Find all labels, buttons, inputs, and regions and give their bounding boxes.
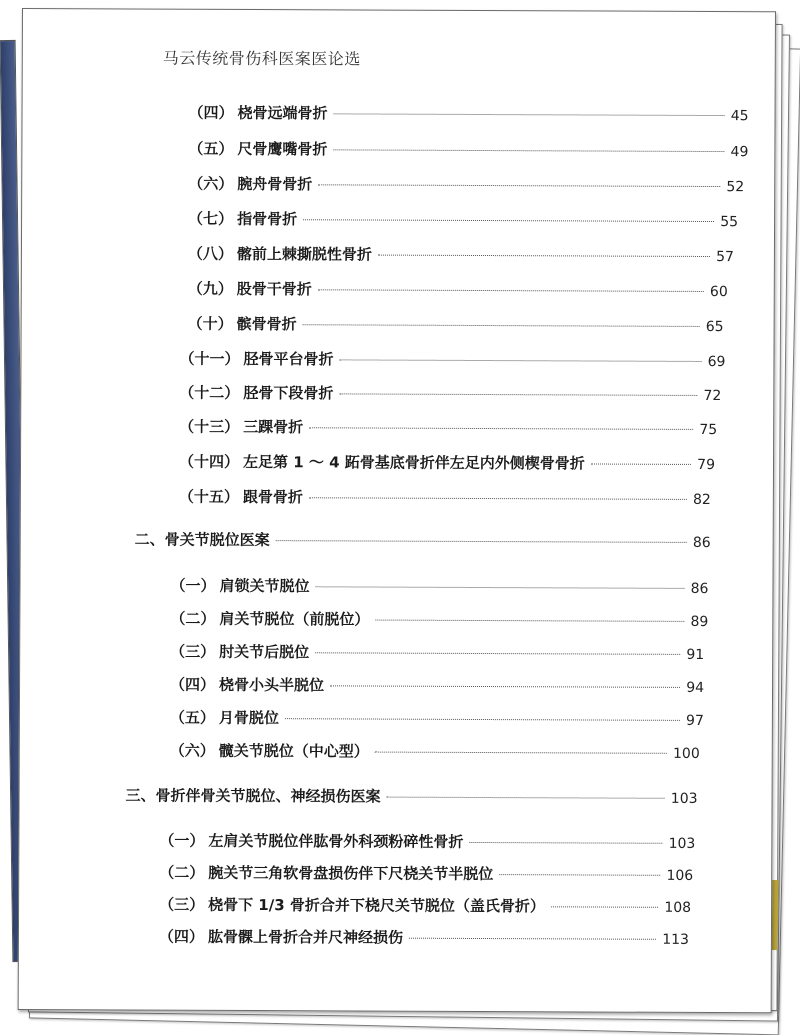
dot-leader xyxy=(591,463,691,464)
dot-leader xyxy=(339,359,701,362)
section-title: 三、骨折伴骨关节脱位、神经损伤医案 xyxy=(125,786,381,806)
toc-entry xyxy=(170,575,708,598)
entry-number: （十） xyxy=(187,314,233,333)
running-head: 马云传统骨伤科医案医论选 xyxy=(162,48,361,69)
entry-number: （五） xyxy=(188,139,234,158)
entry-page: 57 xyxy=(716,249,734,266)
entry-number: （十四） xyxy=(178,452,240,471)
entry-number: （一） xyxy=(170,576,216,595)
entry-number: （四） xyxy=(158,927,205,946)
toc-entry xyxy=(179,348,725,371)
entry-page: 52 xyxy=(726,179,745,196)
entry-page: 89 xyxy=(690,613,709,631)
entry-page: 86 xyxy=(690,580,709,598)
dot-leader xyxy=(378,255,710,257)
dot-leader xyxy=(316,586,685,589)
toc-section-heading xyxy=(135,528,711,552)
entry-title: 肘关节后脱位 xyxy=(219,642,310,662)
entry-number: （十三） xyxy=(179,417,240,436)
entry-number: （五） xyxy=(169,708,215,727)
toc-entry xyxy=(188,278,728,301)
entry-title: 左足第 1 ～ 4 跖骨基底骨折伴左足内外侧楔骨骨折 xyxy=(242,452,585,473)
entry-number: （十二） xyxy=(179,383,240,402)
section-page: 103 xyxy=(670,790,698,807)
dot-leader xyxy=(334,113,725,116)
entry-page: 82 xyxy=(692,491,711,509)
entry-title: 跟骨骨折 xyxy=(242,487,303,507)
entry-number: （二） xyxy=(170,609,216,628)
toc-entry xyxy=(188,243,734,266)
entry-page: 91 xyxy=(686,646,705,663)
entry-title: 胫骨平台骨折 xyxy=(243,349,334,369)
dot-leader xyxy=(499,874,660,876)
entry-title: 桡骨下 1/3 骨折合并下桡尺关节脱位（盖氏骨折） xyxy=(208,895,545,916)
toc-entry xyxy=(170,674,704,697)
entry-number: （三） xyxy=(159,895,205,914)
dot-leader xyxy=(303,324,700,327)
toc-entry xyxy=(159,830,695,853)
toc-entry xyxy=(188,313,724,336)
toc-entry xyxy=(189,102,749,125)
entry-title: 髋关节脱位（中心型） xyxy=(218,741,369,761)
dot-leader xyxy=(309,497,687,500)
dot-leader xyxy=(387,797,665,799)
dot-leader xyxy=(551,906,658,907)
entry-title: 股骨干骨折 xyxy=(236,279,312,299)
toc-entry xyxy=(179,382,721,405)
dot-leader xyxy=(409,938,656,940)
section-page: 86 xyxy=(692,534,711,552)
dot-leader xyxy=(309,427,693,430)
entry-title: 左肩关节脱位伴肱骨外科颈粉碎性骨折 xyxy=(208,831,464,851)
entry-title: 胫骨下段骨折 xyxy=(243,383,334,403)
dot-leader xyxy=(339,393,697,396)
toc-entry xyxy=(159,894,691,917)
toc-entry xyxy=(179,451,715,474)
dot-leader xyxy=(375,752,667,754)
entry-title: 肩关节脱位（前脱位） xyxy=(219,609,370,629)
toc-entry xyxy=(170,608,708,631)
entry-page: 69 xyxy=(707,353,726,371)
entry-page: 45 xyxy=(730,108,749,125)
dot-leader xyxy=(285,718,680,721)
entry-number: （九） xyxy=(187,279,233,298)
dot-leader xyxy=(375,620,684,622)
entry-title: 髂前上棘撕脱性骨折 xyxy=(236,244,372,264)
entry-title: 肩锁关节脱位 xyxy=(219,576,310,596)
toc-section-heading xyxy=(126,784,698,807)
dot-leader xyxy=(276,540,687,543)
entry-title: 尺骨鹰嘴骨折 xyxy=(237,139,328,159)
entry-page: 65 xyxy=(705,318,724,336)
dot-leader xyxy=(469,842,662,844)
toc-entry xyxy=(188,173,744,196)
entry-page: 49 xyxy=(730,144,749,161)
entry-page: 75 xyxy=(699,421,718,439)
toc-entry xyxy=(159,862,693,885)
entry-number: （十一） xyxy=(179,349,240,368)
entry-page: 55 xyxy=(720,214,739,231)
entry-number: （二） xyxy=(159,863,205,882)
toc-entry xyxy=(170,740,700,763)
entry-page: 106 xyxy=(666,867,694,884)
entry-page: 79 xyxy=(697,456,716,474)
dot-leader xyxy=(318,184,720,187)
entry-page: 103 xyxy=(668,835,696,852)
toc-entry xyxy=(179,416,717,439)
entry-number: （六） xyxy=(169,741,215,760)
entry-title: 肱骨髁上骨折合并尺神经损伤 xyxy=(207,927,404,947)
entry-number: （三） xyxy=(170,642,216,661)
section-title: 二、骨关节脱位医案 xyxy=(134,530,270,550)
toc-entry xyxy=(188,208,738,231)
entry-number: （八） xyxy=(187,244,233,263)
toc-entry xyxy=(179,486,711,509)
dot-leader xyxy=(330,685,680,688)
entry-page: 113 xyxy=(662,931,689,948)
dot-leader xyxy=(303,219,714,222)
entry-title: 桡骨远端骨折 xyxy=(237,103,328,123)
toc-entry xyxy=(170,641,704,664)
toc-entry xyxy=(170,707,704,730)
entry-number: （一） xyxy=(159,831,205,850)
entry-number: （四） xyxy=(188,103,234,122)
entry-title: 月骨脱位 xyxy=(218,708,279,728)
entry-page: 97 xyxy=(686,712,704,729)
entry-title: 髌骨骨折 xyxy=(236,314,297,334)
entry-page: 108 xyxy=(664,899,692,916)
entry-number: （十五） xyxy=(178,487,239,506)
entry-title: 指骨骨折 xyxy=(237,209,298,229)
entry-number: （六） xyxy=(188,174,234,193)
entry-page: 72 xyxy=(703,387,722,405)
entry-number: （七） xyxy=(188,209,234,228)
toc-entry xyxy=(188,138,748,161)
entry-page: 60 xyxy=(709,284,728,301)
entry-title: 腕舟骨骨折 xyxy=(237,174,313,194)
entry-title: 腕关节三角软骨盘损伤伴下尺桡关节半脱位 xyxy=(208,863,494,884)
entry-title: 桡骨小头半脱位 xyxy=(219,675,325,695)
entry-title: 三踝骨折 xyxy=(243,417,304,437)
dot-leader xyxy=(318,289,704,292)
entry-page: 94 xyxy=(686,679,705,696)
toc-page xyxy=(18,8,776,1013)
dot-leader xyxy=(333,149,724,152)
dot-leader xyxy=(315,652,680,655)
entry-page: 100 xyxy=(672,745,700,762)
toc-entry xyxy=(159,926,689,949)
entry-number: （四） xyxy=(170,675,216,694)
